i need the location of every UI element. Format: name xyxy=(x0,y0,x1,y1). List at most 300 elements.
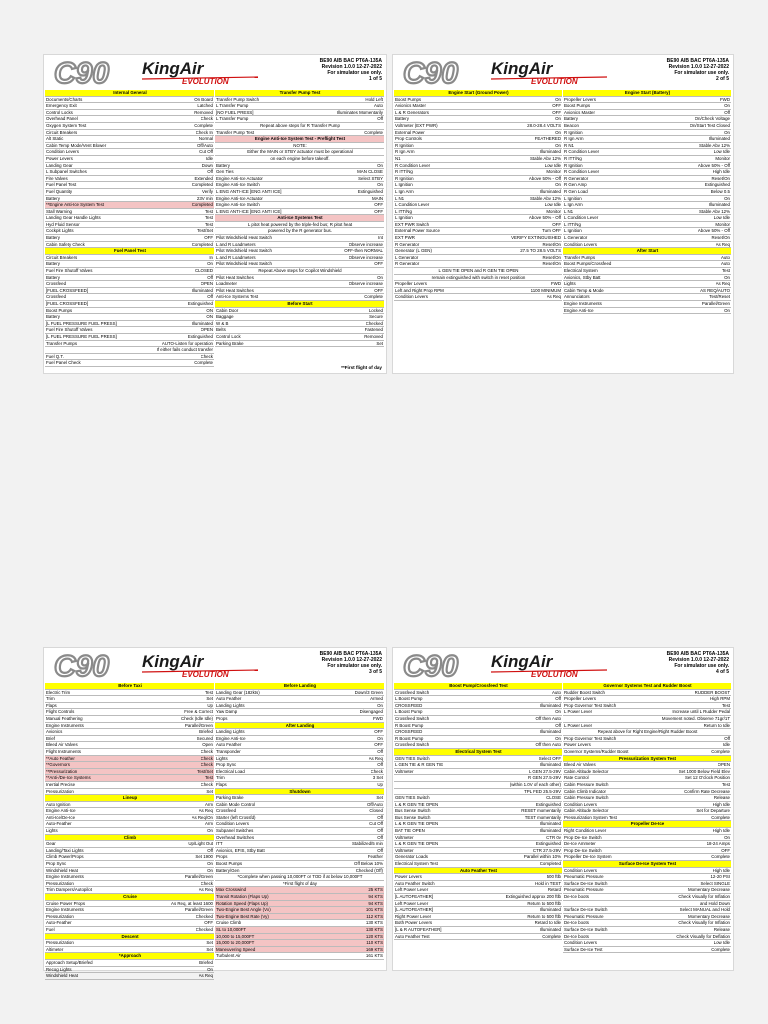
checklist-row xyxy=(45,176,214,183)
checklist-row xyxy=(563,222,731,229)
item-value: Arm xyxy=(204,821,213,827)
checklist-row xyxy=(563,261,731,268)
section-title: Engine Start (Ground Power) xyxy=(448,90,509,95)
checklist-row xyxy=(394,841,562,848)
checklist-row xyxy=(563,775,731,782)
checklist-row xyxy=(215,314,384,321)
item-label: R ITT/Ng xyxy=(395,169,413,175)
checklist-row xyxy=(45,749,214,756)
item-label: Condition Levers xyxy=(564,940,597,946)
item-label: Bus Sense Switch xyxy=(395,814,431,820)
item-value: On xyxy=(724,274,730,280)
checklist-row xyxy=(45,756,214,763)
checklist-row xyxy=(45,189,214,196)
item-value: Observe increase xyxy=(348,281,383,287)
item-label: SL to 10,000FT xyxy=(216,926,247,932)
checklist-row xyxy=(394,920,562,927)
checklist-row xyxy=(563,914,731,921)
item-value: Complete xyxy=(711,814,730,820)
section-header xyxy=(215,723,384,730)
checklist-row xyxy=(45,868,214,875)
checklist-row xyxy=(394,209,562,216)
checklist-row xyxy=(394,156,562,163)
item-value: Set xyxy=(206,696,213,702)
item-value: Off xyxy=(207,294,213,300)
item-label: **Engine Anti-Ice System Test xyxy=(46,202,105,208)
item-value: Reset/On xyxy=(711,235,730,241)
item-value: Off xyxy=(555,696,561,702)
item-value: OFF xyxy=(374,729,383,735)
item-label: L Ign Arm xyxy=(395,188,414,194)
item-label xyxy=(45,347,157,353)
checklist-row xyxy=(45,169,214,176)
item-value: As Req xyxy=(198,808,213,814)
item-value: Complete xyxy=(364,294,383,300)
item-value: Off xyxy=(377,116,383,122)
item-label: Control Locks xyxy=(46,109,73,115)
note-row xyxy=(215,149,384,156)
item-label: Avionics, Stby Batt xyxy=(564,274,601,280)
item-label: Overhead Panel xyxy=(46,116,78,122)
item-label: Fuel Quantity xyxy=(46,188,73,194)
item-label: Crossfeed Switch xyxy=(395,715,430,721)
item-label: Surface De-Ice Switch xyxy=(564,926,608,932)
checklist-row xyxy=(563,703,731,710)
item-label: Lights xyxy=(216,755,228,761)
item-value: Monitor xyxy=(546,169,561,175)
item-value: Return to 500 ftlb xyxy=(527,913,561,919)
item-value: High RPM xyxy=(709,696,730,702)
item-value: Extinguished xyxy=(357,188,383,194)
item-label: Inertial Precise xyxy=(46,781,76,787)
item-value: Above 50% - Off xyxy=(697,228,730,234)
checklist-row xyxy=(394,189,562,196)
evolution-wordmark: EVOLUTION xyxy=(182,670,229,679)
item-label: ITT xyxy=(216,841,223,847)
item-label: Surface De-Ice Switch xyxy=(564,907,608,913)
item-value: Normal xyxy=(198,136,213,142)
item-value: Checked xyxy=(195,913,213,919)
item-label: R ITT/Ng xyxy=(564,155,582,161)
checklist-row xyxy=(394,255,562,262)
checklist-row xyxy=(45,769,214,776)
item-value: Off xyxy=(377,828,383,834)
checklist-row xyxy=(45,901,214,908)
item-label: Auto-Feather xyxy=(46,821,72,827)
section-header xyxy=(45,683,214,690)
checklist-row xyxy=(394,769,562,776)
checklist-row xyxy=(215,940,384,947)
item-label: Cabin Door xyxy=(216,307,239,313)
item-label: Fire Valves xyxy=(46,175,68,181)
checklist-row xyxy=(394,143,562,150)
checklist-row xyxy=(563,802,731,809)
item-value: Briefed xyxy=(199,959,213,965)
checklist-row xyxy=(563,690,731,697)
item-label: Electrical System Test xyxy=(395,861,438,867)
page-1 xyxy=(44,55,386,373)
item-value: Locked xyxy=(368,307,383,313)
checklist-row xyxy=(45,341,214,348)
checklist-column-left xyxy=(45,90,214,367)
checklist-row xyxy=(394,149,562,156)
item-label: Avionics xyxy=(46,729,63,735)
section-title: Cruise xyxy=(123,894,137,899)
item-label: Electric Trim xyxy=(46,689,71,695)
revision-line: 4 of 5 xyxy=(715,669,729,675)
item-value: Int xyxy=(378,235,383,241)
item-value: (within 1.0V of each other) xyxy=(509,781,561,787)
item-value: Release xyxy=(713,926,730,932)
item-label: Battery xyxy=(46,235,60,241)
item-value: Off/Auto xyxy=(196,142,213,148)
item-label: GEN TIES Switch xyxy=(395,795,430,801)
item-label: Condition Levers xyxy=(216,821,249,827)
checklist-row xyxy=(215,947,384,954)
item-label: De-Ice boots xyxy=(564,933,589,939)
section-title: Anti-Ice Systems Test xyxy=(277,215,323,221)
item-value: Check (Idle Idle) xyxy=(181,715,213,721)
item-value: Low Idle xyxy=(713,215,730,221)
item-value: Off Below 10% xyxy=(354,861,383,867)
item-label: **Anti-/De-Ice Systems xyxy=(46,775,91,781)
item-label: Engine Anti-Ice Actuator xyxy=(216,175,263,181)
revision-line: For simulator use only. xyxy=(674,70,729,76)
item-label: L Transfer Pump xyxy=(216,103,249,109)
checklist-row xyxy=(45,136,214,143)
revision-line: BE90 AIB BAC PT6A-135A xyxy=(319,58,382,64)
item-label: Cabin Pressure Switch xyxy=(564,781,609,787)
item-value: Auto xyxy=(720,261,730,267)
checklist-row xyxy=(563,881,731,888)
item-label: [L FUEL PRESSURE FUEL PRESS] xyxy=(46,333,117,339)
item-label: L N1 xyxy=(564,208,574,214)
checklist-row xyxy=(394,130,562,137)
item-value: R GEN 27.5-29V xyxy=(528,775,561,781)
checklist-row xyxy=(394,261,562,268)
item-label: L Transfer Pump xyxy=(216,116,249,122)
item-value: Below 0.5 xyxy=(710,188,730,194)
checklist-row xyxy=(563,762,731,769)
item-label: L Boost Pump xyxy=(395,696,423,702)
item-value: OFF xyxy=(374,202,383,208)
checklist-row xyxy=(45,294,214,301)
note-row xyxy=(215,123,384,130)
item-label: Windshield Heat xyxy=(46,867,78,873)
checklist-row xyxy=(394,97,562,104)
checklist-row xyxy=(215,103,384,110)
item-value: As Req xyxy=(715,281,730,287)
item-value: Off xyxy=(555,722,561,728)
item-label: Overhead Switches xyxy=(216,834,255,840)
item-label: Transfer Pumps xyxy=(564,254,596,260)
item-value: As Req xyxy=(546,294,561,300)
item-value: Observe increase xyxy=(348,241,383,247)
section-header xyxy=(215,90,384,97)
item-value: 94 KTS xyxy=(368,894,383,899)
item-label: Circuit Breakers xyxy=(46,254,78,260)
item-label: Rate Control xyxy=(564,775,589,781)
item-label: Prop Governor Test Switch xyxy=(564,735,617,741)
item-value: Check xyxy=(200,748,213,754)
revision-line: BE90 AIB BAC PT6A-135A xyxy=(319,651,382,657)
item-label: Approach Setup/Briefed xyxy=(46,959,93,965)
checklist-column-left xyxy=(394,683,562,940)
checklist-row xyxy=(215,821,384,828)
item-value: Confirm Rate Decrease xyxy=(684,788,730,794)
item-value: Illuminated xyxy=(708,136,730,142)
checklist-row xyxy=(45,215,214,222)
item-label: L Condition Lever xyxy=(564,215,599,221)
item-label: Left Power Lever xyxy=(395,887,429,893)
checklist-row xyxy=(563,828,731,835)
item-label: L Boost Pump xyxy=(395,709,423,715)
item-value: Reset/On xyxy=(542,254,561,260)
item-label: L Power Lever xyxy=(564,709,593,715)
item-value: CLOSE xyxy=(546,795,561,801)
item-label: Propeller Levers xyxy=(564,96,596,102)
item-label: Documents/Charts xyxy=(46,96,83,102)
item-value: OFF xyxy=(204,235,213,241)
item-label: Avionics Master xyxy=(564,109,595,115)
item-label: Cabin Pressure Switch xyxy=(564,795,609,801)
checklist-row xyxy=(215,130,384,137)
item-value: Illuminated xyxy=(708,202,730,208)
item-label: Belts xyxy=(216,327,226,333)
item-value: Stable Abv 12% xyxy=(530,195,561,201)
checklist-row xyxy=(563,934,731,941)
page-header xyxy=(44,55,386,89)
item-value: Open xyxy=(202,742,213,748)
item-label: Trim xyxy=(46,696,55,702)
item-value: On xyxy=(207,861,213,867)
item-value: Select SINGLE xyxy=(700,880,730,886)
checklist-row xyxy=(394,294,562,301)
checklist-row xyxy=(45,723,214,730)
item-label: Engine Anti-Ice xyxy=(46,808,76,814)
section-title: Before Taxi xyxy=(118,683,142,688)
item-label: De-Ice boots xyxy=(564,920,589,926)
item-label: Battery xyxy=(564,116,578,122)
checklist-row xyxy=(563,196,731,203)
item-label: L Power Lever xyxy=(564,722,593,728)
item-label: Governor Systems/Rudder Boost xyxy=(564,748,629,754)
item-value: Off xyxy=(377,847,383,853)
checklist-row xyxy=(215,690,384,697)
item-label: Condition Levers xyxy=(395,294,428,300)
checklist-row xyxy=(394,874,562,881)
note-row xyxy=(215,156,384,163)
item-value: As Req/On xyxy=(191,814,213,820)
item-label: Boost Pumps xyxy=(564,103,591,109)
item-value: On xyxy=(377,735,383,741)
item-value: OFF xyxy=(552,221,561,227)
section-header xyxy=(215,683,384,690)
item-label: Beacon xyxy=(564,122,579,128)
item-value: 3 Set xyxy=(372,775,383,781)
item-label: Landing Gear xyxy=(46,162,73,168)
item-label: Bleed Air Valves xyxy=(564,762,596,768)
revision-line: Revision 1.0.0 12-27-2022 xyxy=(668,64,729,70)
item-label: Pressurization xyxy=(46,880,74,886)
item-value: Completed xyxy=(191,182,213,188)
checklist-row xyxy=(215,802,384,809)
checklist-row xyxy=(45,762,214,769)
checklist-row xyxy=(394,815,562,822)
item-value: TPL FED 25.5-29V xyxy=(524,788,561,794)
item-value: Complete xyxy=(194,360,213,366)
item-value: 23V min xyxy=(196,195,213,201)
item-value: Check Visually for Inflation xyxy=(678,920,730,926)
item-label: Prop Governor Test Switch xyxy=(564,702,617,708)
item-label: Maneuvering Speed xyxy=(216,946,256,952)
checklist-row xyxy=(563,169,731,176)
checklist-column-left xyxy=(394,90,562,301)
item-value: Set 1000 Below Field Elev xyxy=(678,768,730,774)
checklist-row xyxy=(215,321,384,328)
brand-logo xyxy=(399,650,609,680)
item-value: Idle xyxy=(722,742,730,748)
checklist-row xyxy=(394,881,562,888)
checklist-row xyxy=(45,275,214,282)
section-title: Electrical System Test xyxy=(455,748,502,754)
item-label: R Ign Arm xyxy=(564,136,584,142)
item-label: Battery/Gen xyxy=(216,867,240,873)
item-label: Engine Anti-Ice Actuator xyxy=(216,195,263,201)
section-header xyxy=(215,215,384,222)
checklist-row xyxy=(394,795,562,802)
checklist-row xyxy=(563,149,731,156)
item-label: Auto Feather Switch xyxy=(395,880,435,886)
checklist-row xyxy=(215,848,384,855)
item-label: L pitot heat powered by the triple-fed bus; R pitot heat xyxy=(247,221,353,227)
item-label: [FUEL CROSSFEED] xyxy=(46,287,89,293)
item-value: FWD xyxy=(373,715,383,721)
item-value: Observe increase xyxy=(348,254,383,260)
checklist-row xyxy=(215,815,384,822)
item-value: OPEN xyxy=(200,327,213,333)
checklist-row xyxy=(45,736,214,743)
item-label: Crossfeed xyxy=(216,808,237,814)
item-label: Auto Feather xyxy=(216,742,242,748)
item-label: Pneumatic Pressure xyxy=(564,874,604,880)
checklist-column-right xyxy=(563,90,731,314)
item-value: Off xyxy=(377,834,383,840)
item-label: Fuel Fire Shutoff Valves xyxy=(46,327,93,333)
item-label: R Condition Lever xyxy=(395,162,431,168)
checklist-row xyxy=(215,894,384,901)
item-label: Loadmeter xyxy=(216,281,237,287)
item-label: L Ignition xyxy=(564,195,582,201)
checklist-row xyxy=(563,182,731,189)
section-header xyxy=(394,749,562,756)
section-title: Climb xyxy=(123,834,137,840)
item-value: As Req xyxy=(198,973,213,979)
item-label: External Power xyxy=(395,129,425,135)
item-label: Electrical Load xyxy=(216,768,245,774)
checklist-row xyxy=(215,242,384,249)
checklist-row xyxy=(215,308,384,315)
item-value: Free & Correct xyxy=(184,709,213,715)
item-label: Bus Sense Switch xyxy=(395,808,431,814)
item-label: Either the MAIN or STBY actuator must be operational xyxy=(247,149,353,155)
checklist-row xyxy=(45,973,214,980)
item-label: Boost Pumps/Crossfeed xyxy=(564,261,612,267)
item-value: Test/Set xyxy=(197,768,213,774)
item-value: In xyxy=(209,254,213,260)
item-label: Pilot Heat Switches xyxy=(216,274,254,280)
revision-line: Revision 1.0.0 12-27-2022 xyxy=(668,657,729,663)
item-label: W & B xyxy=(216,320,229,326)
checklist-row xyxy=(45,802,214,809)
item-label: Voltmeter xyxy=(395,847,414,853)
item-label: **Governors xyxy=(46,762,70,768)
item-label: L GEN TIE OPEN and R GEN TIE OPEN xyxy=(438,268,519,274)
item-label: Prop De-Ice Switch xyxy=(564,834,602,840)
item-value: Complete xyxy=(711,946,730,952)
item-label: Flight Instruments xyxy=(46,748,81,754)
page-header xyxy=(44,648,386,682)
checklist-row xyxy=(394,709,562,716)
item-label: Annunciators xyxy=(564,294,590,300)
checklist-row xyxy=(563,723,731,730)
item-value: On xyxy=(207,261,213,267)
checklist-row xyxy=(45,110,214,117)
item-value: Illuminated xyxy=(539,907,561,913)
item-label: Transfer Pump Test xyxy=(216,129,255,135)
item-label: R Ignition xyxy=(395,175,414,181)
checklist-row xyxy=(563,907,731,914)
item-value: OPEN xyxy=(200,281,213,287)
item-value: 28.0-28.4 VOLTS xyxy=(527,122,561,128)
item-label: L Subpanel Switches xyxy=(46,169,87,175)
section-title: After Landing xyxy=(285,722,315,728)
item-label: Pressurization xyxy=(46,788,74,794)
item-label: R N1 xyxy=(564,142,575,148)
checklist-row xyxy=(215,189,384,196)
item-value: As Req xyxy=(715,241,730,247)
item-label: Avionics Master xyxy=(395,103,426,109)
item-label: Cruise Power Props xyxy=(46,900,86,906)
checklist-row xyxy=(563,235,731,242)
item-value: Set xyxy=(206,788,213,794)
checklist-row xyxy=(215,97,384,104)
item-value: Illuminated xyxy=(539,821,561,827)
item-value: Fastened xyxy=(364,327,383,333)
item-value: As Req xyxy=(368,755,383,761)
item-value: Parallel/Green xyxy=(184,907,213,913)
item-value: Monitor xyxy=(546,208,561,214)
item-label: Crossfeed Switch xyxy=(395,689,430,695)
item-value: AUTO-Listen for operation xyxy=(161,340,213,346)
checklist-row xyxy=(563,920,731,927)
item-label: Right Condition Lever xyxy=(564,828,607,834)
checklist-row xyxy=(45,261,214,268)
section-header xyxy=(45,248,214,255)
checklist-row xyxy=(563,749,731,756)
kingair-wordmark: KingAir xyxy=(491,59,553,78)
checklist-row xyxy=(45,196,214,203)
item-label: Lights xyxy=(564,281,576,287)
checklist-row xyxy=(394,901,562,908)
item-value: 130 KTS xyxy=(365,926,383,932)
item-value: Secure xyxy=(369,314,383,320)
item-label: EXT PWR xyxy=(395,235,415,241)
item-label: L ITT/Ng xyxy=(564,221,581,227)
item-value: Select OFF xyxy=(538,755,561,761)
item-label: Power Levers xyxy=(564,742,591,748)
checklist-row xyxy=(563,769,731,776)
